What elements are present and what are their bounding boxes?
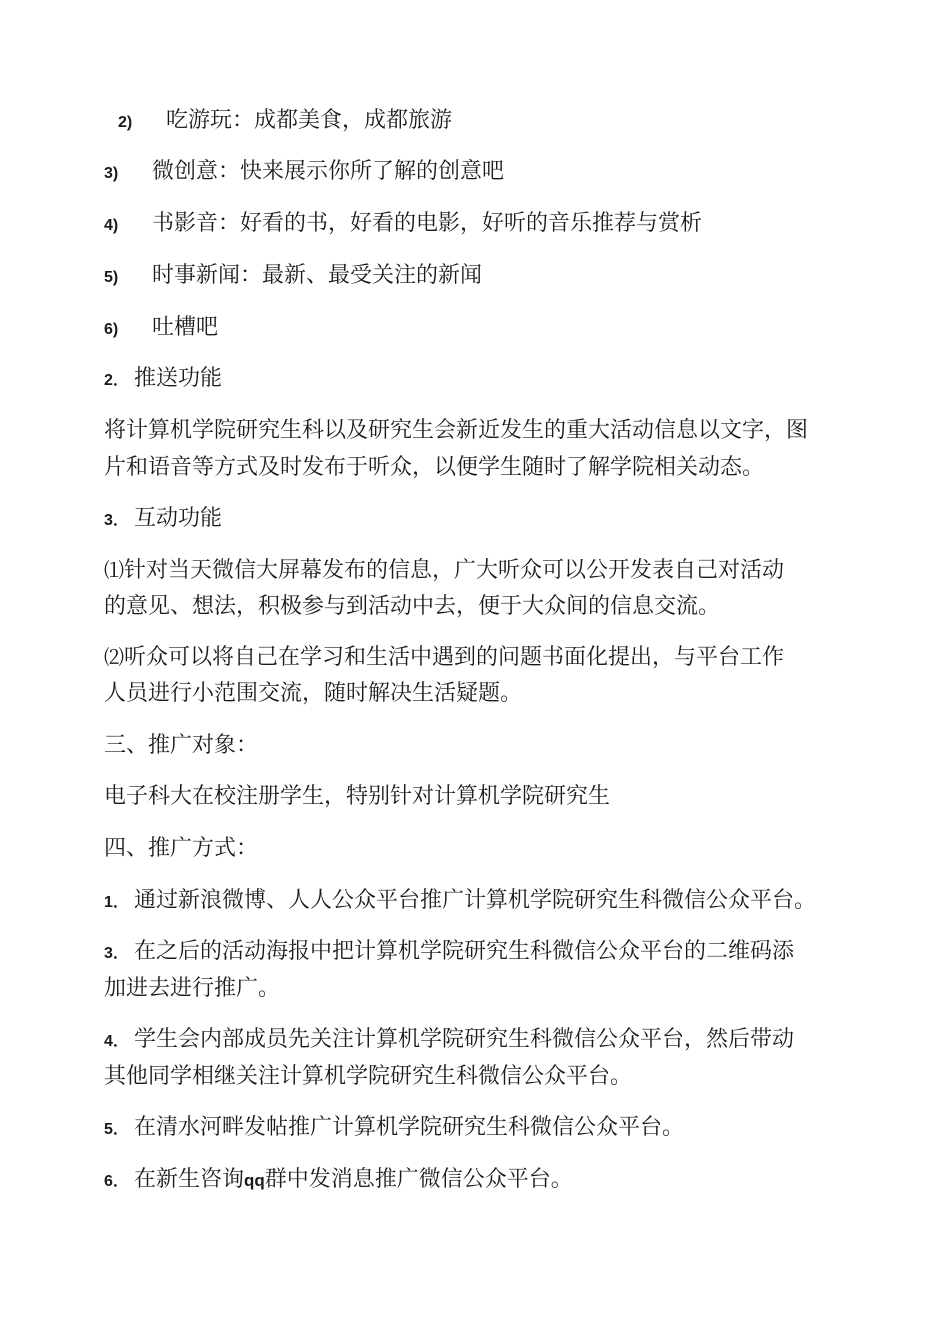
item-text: 群中发消息推广微信公众平台。 — [264, 1167, 573, 1192]
section-heading-audience: 三、推广对象： — [104, 733, 259, 758]
section-heading-push — [104, 362, 222, 398]
item-marker: 6． — [104, 1173, 129, 1190]
list-item — [104, 935, 794, 971]
paragraph-line — [104, 641, 784, 675]
heading-marker: 3． — [104, 512, 129, 529]
item-text: 通过新浪微博、人人公众平台推广计算机学院研究生科微信公众平台。 — [134, 888, 817, 913]
list-item — [118, 104, 452, 140]
list-item — [104, 155, 504, 191]
paragraph-line: 其他同学相继关注计算机学院研究生科微信公众平台。 — [104, 1064, 633, 1089]
paragraph-line: 的意见、想法，积极参与到活动中去，便于大众间的信息交流。 — [104, 594, 721, 619]
list-item — [104, 1023, 794, 1059]
qq-text: qq — [244, 1171, 265, 1190]
item-marker: 2) — [118, 114, 133, 131]
list-item — [104, 311, 218, 347]
item-text: 在之后的活动海报中把计算机学院研究生科微信公众平台的二维码添 — [134, 939, 795, 964]
paragraph-line: 电子科大在校注册学生，特别针对计算机学院研究生 — [104, 784, 611, 809]
list-item — [104, 1111, 684, 1147]
item-text: 针对当天微信大屏幕发布的信息，广大听众可以公开发表自己对活动 — [124, 558, 785, 583]
list-item — [104, 1163, 573, 1199]
item-marker: 6) — [104, 321, 119, 338]
section-heading-methods: 四、推广方式： — [104, 836, 259, 861]
item-marker: 3． — [104, 945, 129, 962]
list-item — [104, 207, 702, 243]
paragraph-line: 将计算机学院研究生科以及研究生会新近发生的重大活动信息以文字，图 — [104, 418, 809, 443]
item-text: 学生会内部成员先关注计算机学院研究生科微信公众平台，然后带动 — [134, 1027, 795, 1052]
heading-marker: 2． — [104, 372, 129, 389]
paragraph-line: 人员进行小范围交流，随时解决生活疑题。 — [104, 681, 523, 706]
item-marker: 5) — [104, 269, 119, 286]
section-heading-interact — [104, 502, 222, 538]
item-text: 微创意：快来展示你所了解的创意吧 — [152, 159, 505, 184]
item-marker: ⑴ — [104, 560, 124, 582]
item-text: 吐槽吧 — [152, 315, 219, 340]
item-marker: ⑵ — [104, 647, 124, 669]
paragraph-line: 加进去进行推广。 — [104, 976, 281, 1001]
item-marker: 1． — [104, 894, 129, 911]
item-text: 在新生咨询 — [134, 1167, 245, 1192]
list-item — [104, 259, 482, 295]
item-marker: 4． — [104, 1033, 129, 1050]
item-text: 听众可以将自己在学习和生活中遇到的问题书面化提出，与平台工作 — [124, 645, 785, 670]
item-text: 吃游玩：成都美食，成都旅游 — [166, 108, 453, 133]
item-marker: 4) — [104, 217, 119, 234]
heading-text: 互动功能 — [134, 506, 223, 531]
item-marker: 5． — [104, 1121, 129, 1138]
item-text: 时事新闻：最新、最受关注的新闻 — [152, 263, 483, 288]
paragraph-line — [104, 554, 784, 588]
item-text: 书影音：好看的书，好看的电影，好听的音乐推荐与赏析 — [152, 211, 703, 236]
paragraph-line: 片和语音等方式及时发布于听众，以便学生随时了解学院相关动态。 — [104, 455, 765, 480]
heading-text: 推送功能 — [134, 366, 223, 391]
list-item — [104, 884, 816, 920]
item-marker: 3) — [104, 165, 119, 182]
item-text: 在清水河畔发帖推广计算机学院研究生科微信公众平台。 — [134, 1115, 685, 1140]
